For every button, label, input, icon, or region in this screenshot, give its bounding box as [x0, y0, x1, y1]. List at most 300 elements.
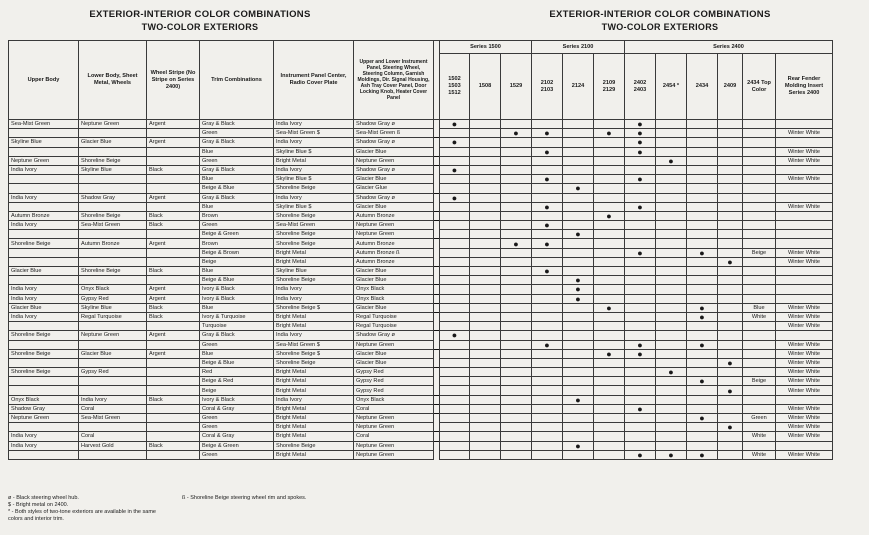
availability-cell [532, 395, 563, 404]
rear-fender-cell [776, 221, 833, 230]
lower-body-cell: Gypsy Red [79, 368, 147, 377]
availability-cell [532, 368, 563, 377]
upper-lower-panel-cell: Glacier Blue [354, 267, 434, 276]
rear-fender-cell: Winter White [776, 129, 833, 138]
availability-cell [594, 221, 625, 230]
availability-cell [563, 395, 594, 404]
trim-cell: Red [200, 368, 274, 377]
top-color-cell [743, 331, 776, 340]
availability-cell [563, 156, 594, 165]
rear-fender-cell: Winter White [776, 377, 833, 386]
availability-cell [625, 184, 656, 193]
availability-cell [532, 147, 563, 156]
availability-cell [687, 211, 718, 220]
upper-lower-panel-cell: Onyx Black [354, 285, 434, 294]
top-color-cell [743, 156, 776, 165]
trim-cell: Green [200, 450, 274, 459]
availability-cell [656, 221, 687, 230]
lower-body-cell: Neptune Green [79, 331, 147, 340]
trim-cell: Ivory & Turquoise [200, 312, 274, 321]
rear-fender-cell: Winter White [776, 432, 833, 441]
availability-cell [656, 165, 687, 174]
availability-cell [440, 165, 470, 174]
availability-cell [501, 248, 532, 257]
availability-cell [594, 303, 625, 312]
upper-body-cell [9, 358, 79, 367]
availability-cell [718, 441, 743, 450]
heading-line-2: TWO-COLOR EXTERIORS [601, 22, 719, 32]
top-color-cell [743, 340, 776, 349]
instrument-panel-cell: India Ivory [274, 165, 354, 174]
model-header: 1529 [501, 54, 532, 120]
availability-cell [440, 193, 470, 202]
availability-cell [594, 414, 625, 423]
col-lower-body: Lower Body, Sheet Metal, Wheels [79, 41, 147, 120]
wheel-stripe-cell [147, 414, 200, 423]
availability-cell [501, 423, 532, 432]
table-row [9, 432, 833, 441]
upper-lower-panel-cell: Coral [354, 432, 434, 441]
instrument-panel-cell: Bright Metal [274, 322, 354, 331]
availability-cell [440, 230, 470, 239]
model-header: 2454 * [656, 54, 687, 120]
upper-body-cell: Neptune Green [9, 156, 79, 165]
col-wheel-stripe: Wheel Stripe (No Stripe on Series 2400) [147, 41, 200, 120]
availability-cell [501, 202, 532, 211]
table-row [9, 331, 833, 340]
table-row [9, 377, 833, 386]
upper-lower-panel-cell: Autumn Bronze [354, 239, 434, 248]
availability-cell [687, 248, 718, 257]
availability-cell [563, 129, 594, 138]
wheel-stripe-cell: Black [147, 312, 200, 321]
top-color-cell: Blue [743, 303, 776, 312]
availability-cell [656, 267, 687, 276]
availability-cell [687, 423, 718, 432]
availability-cell [563, 303, 594, 312]
col-upper-body: Upper Body [9, 41, 79, 120]
top-color-cell: White [743, 312, 776, 321]
instrument-panel-cell: Bright Metal [274, 312, 354, 321]
availability-cell [718, 221, 743, 230]
availability-dot-icon: ● [699, 312, 705, 322]
instrument-panel-cell: Bright Metal [274, 450, 354, 459]
trim-cell: Beige & Red [200, 377, 274, 386]
availability-cell [718, 404, 743, 413]
availability-cell [532, 221, 563, 230]
table-row [9, 395, 833, 404]
availability-cell [470, 248, 501, 257]
lower-body-cell: Sea-Mist Green [79, 221, 147, 230]
availability-cell [656, 312, 687, 321]
availability-cell [687, 331, 718, 340]
upper-lower-panel-cell: Autumn Bronze ß [354, 248, 434, 257]
availability-dot-icon: ● [637, 137, 643, 148]
availability-cell [594, 129, 625, 138]
availability-cell [501, 267, 532, 276]
availability-dot-icon: ● [727, 358, 733, 368]
availability-cell [440, 147, 470, 156]
availability-cell [501, 303, 532, 312]
lower-body-cell [79, 257, 147, 266]
availability-cell [718, 450, 743, 459]
availability-cell [470, 230, 501, 239]
availability-cell [656, 211, 687, 220]
availability-cell [625, 331, 656, 340]
wheel-stripe-cell: Argent [147, 239, 200, 248]
table-row [9, 276, 833, 285]
top-color-cell [743, 257, 776, 266]
wheel-stripe-cell: Argent [147, 331, 200, 340]
lower-body-cell: India Ivory [79, 395, 147, 404]
availability-cell [594, 211, 625, 220]
availability-cell [625, 423, 656, 432]
instrument-panel-cell: Bright Metal [274, 432, 354, 441]
availability-cell [718, 331, 743, 340]
availability-cell [656, 404, 687, 413]
top-color-cell [743, 165, 776, 174]
availability-dot-icon: ● [544, 340, 550, 350]
availability-cell [501, 312, 532, 321]
availability-cell [687, 129, 718, 138]
availability-cell [532, 129, 563, 138]
availability-cell [501, 450, 532, 459]
instrument-panel-cell: India Ivory [274, 138, 354, 147]
availability-cell [440, 312, 470, 321]
footnote-both-styles: * - Both styles of two-tone exteriors are available in the same colors and interior trim. [8, 509, 156, 522]
rear-fender-header: Rear Fender Molding Insert Series 2400 [776, 54, 833, 120]
availability-cell [501, 395, 532, 404]
upper-body-cell [9, 248, 79, 257]
availability-cell [594, 377, 625, 386]
availability-dot-icon: ● [668, 156, 674, 166]
top-color-cell [743, 285, 776, 294]
lower-body-cell: Shoreline Beige [79, 211, 147, 220]
availability-cell [625, 432, 656, 441]
upper-body-cell: India Ivory [9, 441, 79, 450]
instrument-panel-cell: Sea-Mist Green $ [274, 129, 354, 138]
availability-cell [718, 248, 743, 257]
trim-cell: Ivory & Black [200, 285, 274, 294]
availability-cell [440, 175, 470, 184]
availability-cell [501, 239, 532, 248]
table-row [9, 423, 833, 432]
availability-cell [563, 450, 594, 459]
trim-cell: Coral & Gray [200, 432, 274, 441]
availability-cell [594, 450, 625, 459]
availability-cell [687, 165, 718, 174]
availability-cell [501, 285, 532, 294]
footnotes-left [8, 495, 168, 523]
availability-cell [718, 211, 743, 220]
availability-cell [440, 414, 470, 423]
availability-cell [625, 175, 656, 184]
availability-cell [718, 303, 743, 312]
availability-cell [532, 358, 563, 367]
availability-cell [501, 120, 532, 129]
upper-body-cell [9, 377, 79, 386]
heading-line-2: TWO-COLOR EXTERIORS [141, 22, 259, 32]
instrument-panel-cell: Shoreline Beige [274, 230, 354, 239]
availability-dot-icon: ● [575, 284, 581, 295]
lower-body-cell [79, 276, 147, 285]
availability-cell [440, 156, 470, 165]
table-row [9, 257, 833, 266]
availability-dot-icon: ● [637, 404, 643, 414]
availability-cell [501, 129, 532, 138]
top-color-cell [743, 358, 776, 367]
availability-dot-icon: ● [699, 340, 705, 350]
availability-cell [470, 193, 501, 202]
availability-cell [656, 432, 687, 441]
availability-cell [656, 285, 687, 294]
availability-cell [532, 423, 563, 432]
availability-cell [656, 156, 687, 165]
availability-cell [563, 285, 594, 294]
availability-cell [501, 165, 532, 174]
availability-cell [532, 175, 563, 184]
availability-cell [440, 303, 470, 312]
wheel-stripe-cell [147, 202, 200, 211]
availability-cell [718, 165, 743, 174]
availability-dot-icon: ● [637, 349, 643, 359]
availability-cell [440, 285, 470, 294]
availability-cell [687, 239, 718, 248]
availability-cell [440, 202, 470, 211]
availability-cell [718, 257, 743, 266]
wheel-stripe-cell: Black [147, 395, 200, 404]
availability-cell [656, 423, 687, 432]
availability-cell [532, 414, 563, 423]
upper-body-cell [9, 129, 79, 138]
instrument-panel-cell: Shoreline Beige $ [274, 303, 354, 312]
upper-body-cell [9, 202, 79, 211]
model-header: 2434 [687, 54, 718, 120]
availability-dot-icon: ● [637, 202, 643, 212]
availability-cell [470, 294, 501, 303]
top-color-cell [743, 386, 776, 395]
availability-cell [501, 156, 532, 165]
rear-fender-cell: Winter White [776, 202, 833, 211]
availability-cell [563, 404, 594, 413]
lower-body-cell [79, 423, 147, 432]
upper-body-cell [9, 257, 79, 266]
availability-dot-icon: ● [727, 422, 733, 432]
availability-cell [470, 432, 501, 441]
availability-cell [656, 239, 687, 248]
availability-cell [501, 230, 532, 239]
availability-cell [501, 331, 532, 340]
availability-dot-icon: ● [451, 119, 458, 129]
instrument-panel-cell: Shoreline Beige [274, 276, 354, 285]
availability-cell [718, 230, 743, 239]
availability-cell [594, 147, 625, 156]
availability-cell [656, 414, 687, 423]
lower-body-cell: Shoreline Beige [79, 156, 147, 165]
wheel-stripe-cell [147, 340, 200, 349]
wheel-stripe-cell: Black [147, 211, 200, 220]
availability-cell [687, 184, 718, 193]
trim-cell: Green [200, 340, 274, 349]
upper-lower-panel-cell: Neptune Green [354, 221, 434, 230]
availability-cell [656, 294, 687, 303]
wheel-stripe-cell [147, 248, 200, 257]
availability-cell [532, 404, 563, 413]
availability-cell [687, 138, 718, 147]
upper-body-cell: Shadow Gray [9, 404, 79, 413]
availability-cell [687, 312, 718, 321]
availability-cell [718, 184, 743, 193]
availability-cell [687, 175, 718, 184]
availability-cell [563, 239, 594, 248]
availability-dot-icon: ● [727, 385, 733, 396]
availability-cell [625, 294, 656, 303]
rear-fender-cell [776, 285, 833, 294]
availability-cell [440, 239, 470, 248]
availability-cell [563, 175, 594, 184]
instrument-panel-cell: Bright Metal [274, 423, 354, 432]
availability-cell [594, 267, 625, 276]
availability-cell [563, 248, 594, 257]
top-color-cell [743, 239, 776, 248]
availability-cell [625, 312, 656, 321]
availability-cell [532, 294, 563, 303]
wheel-stripe-cell [147, 377, 200, 386]
availability-cell [687, 193, 718, 202]
lower-body-cell [79, 175, 147, 184]
upper-lower-panel-cell: Glacier Blue [354, 349, 434, 358]
availability-cell [440, 358, 470, 367]
availability-cell [532, 193, 563, 202]
rear-fender-cell [776, 120, 833, 129]
upper-body-cell: Neptune Green [9, 414, 79, 423]
upper-body-cell: India Ivory [9, 165, 79, 174]
availability-cell [470, 358, 501, 367]
lower-body-cell [79, 358, 147, 367]
availability-cell [718, 239, 743, 248]
availability-cell [625, 156, 656, 165]
availability-cell [532, 276, 563, 285]
availability-cell [501, 377, 532, 386]
table-row [9, 175, 833, 184]
upper-lower-panel-cell: Sea-Mist Green ß [354, 129, 434, 138]
rear-fender-cell: Winter White [776, 156, 833, 165]
wheel-stripe-cell: Argent [147, 193, 200, 202]
availability-cell [687, 441, 718, 450]
availability-cell [687, 386, 718, 395]
availability-cell [440, 120, 470, 129]
availability-cell [532, 432, 563, 441]
instrument-panel-cell: Shoreline Beige [274, 441, 354, 450]
upper-lower-panel-cell: Neptune Green [354, 441, 434, 450]
availability-cell [718, 423, 743, 432]
availability-cell [625, 276, 656, 285]
availability-cell [594, 294, 625, 303]
availability-cell [656, 368, 687, 377]
availability-cell [563, 423, 594, 432]
availability-cell [625, 349, 656, 358]
lower-body-cell: Skyline Blue [79, 303, 147, 312]
availability-cell [501, 184, 532, 193]
availability-cell [594, 285, 625, 294]
instrument-panel-cell: Bright Metal [274, 248, 354, 257]
availability-cell [656, 303, 687, 312]
rear-fender-cell: Winter White [776, 312, 833, 321]
availability-cell [532, 184, 563, 193]
rear-fender-cell [776, 165, 833, 174]
availability-cell [656, 129, 687, 138]
availability-cell [594, 395, 625, 404]
availability-cell [532, 211, 563, 220]
rear-fender-cell: Winter White [776, 386, 833, 395]
table-row [9, 129, 833, 138]
availability-cell [718, 193, 743, 202]
upper-lower-panel-cell: Glacier Blue [354, 147, 434, 156]
availability-cell [440, 276, 470, 285]
upper-body-cell: India Ivory [9, 193, 79, 202]
availability-cell [656, 230, 687, 239]
top-color-cell [743, 423, 776, 432]
rear-fender-cell [776, 395, 833, 404]
availability-cell [625, 248, 656, 257]
trim-cell: Blue [200, 303, 274, 312]
availability-cell [470, 285, 501, 294]
availability-cell [625, 193, 656, 202]
availability-cell [563, 211, 594, 220]
availability-cell [532, 202, 563, 211]
lower-body-cell: Regal Turquoise [79, 312, 147, 321]
wheel-stripe-cell [147, 257, 200, 266]
availability-cell [656, 202, 687, 211]
upper-lower-panel-cell: Coral [354, 404, 434, 413]
availability-cell [718, 395, 743, 404]
trim-cell: Gray & Black [200, 193, 274, 202]
lower-body-cell [79, 202, 147, 211]
instrument-panel-cell: Shoreline Beige $ [274, 349, 354, 358]
top-color-cell [743, 294, 776, 303]
instrument-panel-cell: Bright Metal [274, 386, 354, 395]
availability-cell [625, 138, 656, 147]
lower-body-cell [79, 230, 147, 239]
model-header: 2409 [718, 54, 743, 120]
top-color-cell: Beige [743, 248, 776, 257]
upper-body-cell [9, 175, 79, 184]
upper-lower-panel-cell: Glacier Glue [354, 184, 434, 193]
availability-cell [532, 322, 563, 331]
instrument-panel-cell: Shoreline Beige [274, 358, 354, 367]
table-row [9, 368, 833, 377]
availability-cell [656, 193, 687, 202]
availability-cell [656, 120, 687, 129]
trim-cell: Blue [200, 202, 274, 211]
availability-cell [563, 147, 594, 156]
availability-dot-icon: ● [451, 137, 458, 148]
trim-cell: Turquoise [200, 322, 274, 331]
trim-cell: Beige & Green [200, 441, 274, 450]
rear-fender-cell [776, 441, 833, 450]
availability-cell [594, 175, 625, 184]
availability-cell [470, 423, 501, 432]
top-color-cell [743, 267, 776, 276]
availability-cell [625, 239, 656, 248]
lower-body-cell [79, 322, 147, 331]
availability-cell [501, 257, 532, 266]
availability-cell [594, 340, 625, 349]
upper-body-cell: Shoreline Beige [9, 349, 79, 358]
availability-cell [440, 340, 470, 349]
availability-cell [625, 267, 656, 276]
availability-cell [532, 248, 563, 257]
